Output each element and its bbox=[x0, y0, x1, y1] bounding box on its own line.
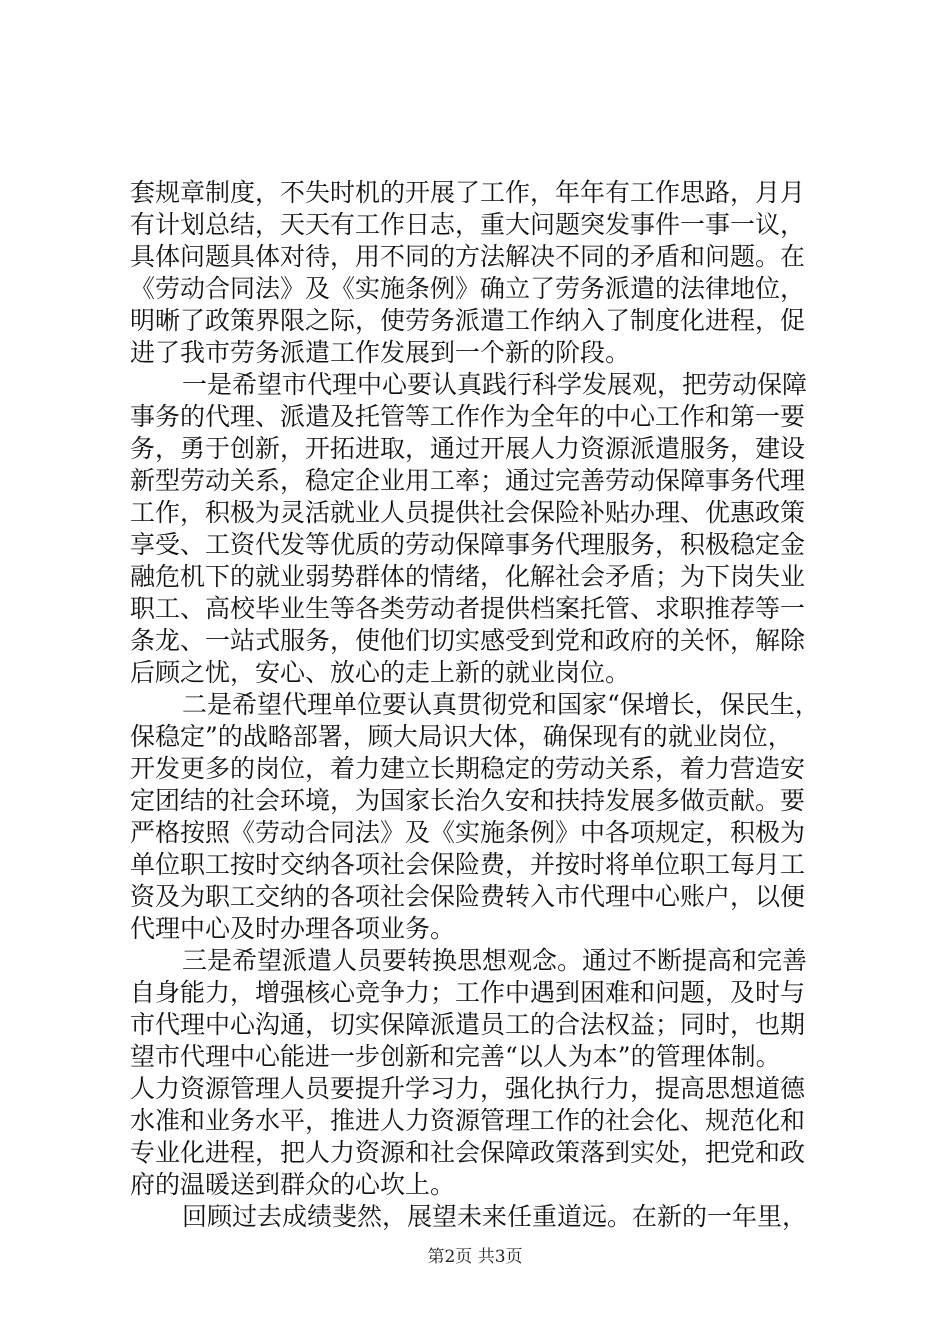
text-line: 定团结的社会环境，为国家长治久安和扶持发展多做贡献。要 bbox=[130, 786, 806, 815]
text-line: 具体问题具体对待，用不同的方法解决不同的矛盾和问题。在 bbox=[130, 242, 806, 271]
text-line: 资及为职工交纳的各项社会保险费转入市代理中心账户，以便 bbox=[130, 882, 806, 911]
text-line: 享受、工资代发等优质的劳动保障事务代理服务，积极稳定金 bbox=[130, 530, 806, 559]
text-line: 后顾之忧，安心、放心的走上新的就业岗位。 bbox=[130, 658, 631, 687]
text-line: 一是希望市代理中心要认真践行科学发展观，把劳动保障 bbox=[182, 370, 808, 399]
text-line: 自身能力，增强核心竞争力；工作中遇到困难和问题，及时与 bbox=[130, 978, 806, 1007]
text-line: 条龙、一站式服务，使他们切实感受到党和政府的关怀，解除 bbox=[130, 626, 806, 655]
text-line: 水准和业务水平，推进人力资源管理工作的社会化、规范化和 bbox=[130, 1106, 806, 1135]
text-line: 保稳定”的战略部署，顾大局识大体，确保现有的就业岗位， bbox=[130, 722, 793, 751]
text-line: 事务的代理、派遣及托管等工作作为全年的中心工作和第一要 bbox=[130, 402, 806, 431]
text-line: 单位职工按时交纳各项社会保险费，并按时将单位职工每月工 bbox=[130, 850, 806, 879]
text-line: 职工、高校毕业生等各类劳动者提供档案托管、求职推荐等一 bbox=[130, 594, 806, 623]
text-line: 融危机下的就业弱势群体的情绪，化解社会矛盾；为下岗失业 bbox=[130, 562, 806, 591]
text-line: 市代理中心沟通，切实保障派遣员工的合法权益；同时，也期 bbox=[130, 1010, 806, 1039]
text-line: 三是希望派遣人员要转换思想观念。通过不断提高和完善 bbox=[182, 946, 808, 975]
text-line: 望市代理中心能进一步创新和完善“以人为本”的管理体制。 bbox=[130, 1042, 781, 1071]
text-line: 进了我市劳务派遣工作发展到一个新的阶段。 bbox=[130, 338, 631, 367]
text-line: 代理中心及时办理各项业务。 bbox=[130, 914, 456, 943]
text-line: 套规章制度，不失时机的开展了工作，年年有工作思路，月月 bbox=[130, 178, 806, 207]
page-number: 第2页 共3页 bbox=[427, 1247, 523, 1267]
text-line: 府的温暖送到群众的心坎上。 bbox=[130, 1170, 456, 1199]
text-line: 有计划总结，天天有工作日志，重大问题突发事件一事一议， bbox=[130, 210, 806, 239]
text-line: 新型劳动关系，稳定企业用工率；通过完善劳动保障事务代理 bbox=[130, 466, 806, 495]
text-line: 工作，积极为灵活就业人员提供社会保险补贴办理、优惠政策 bbox=[130, 498, 806, 527]
text-line: 回顾过去成绩斐然，展望未来任重道远。在新的一年里， bbox=[182, 1202, 808, 1231]
text-line: 二是希望代理单位要认真贯彻党和国家“保增长，保民生， bbox=[182, 690, 820, 719]
text-line: 明晰了政策界限之际，使劳务派遣工作纳入了制度化进程，促 bbox=[130, 306, 806, 335]
text-line: 严格按照《劳动合同法》及《实施条例》中各项规定，积极为 bbox=[130, 818, 806, 847]
text-line: 人力资源管理人员要提升学习力，强化执行力，提高思想道德 bbox=[130, 1074, 806, 1103]
text-line: 《劳动合同法》及《实施条例》确立了劳务派遣的法律地位， bbox=[130, 274, 806, 303]
text-line: 专业化进程，把人力资源和社会保障政策落到实处，把党和政 bbox=[130, 1138, 806, 1167]
text-line: 开发更多的岗位，着力建立长期稳定的劳动关系，着力营造安 bbox=[130, 754, 806, 783]
text-line: 务，勇于创新，开拓进取，通过开展人力资源派遣服务，建设 bbox=[130, 434, 806, 463]
